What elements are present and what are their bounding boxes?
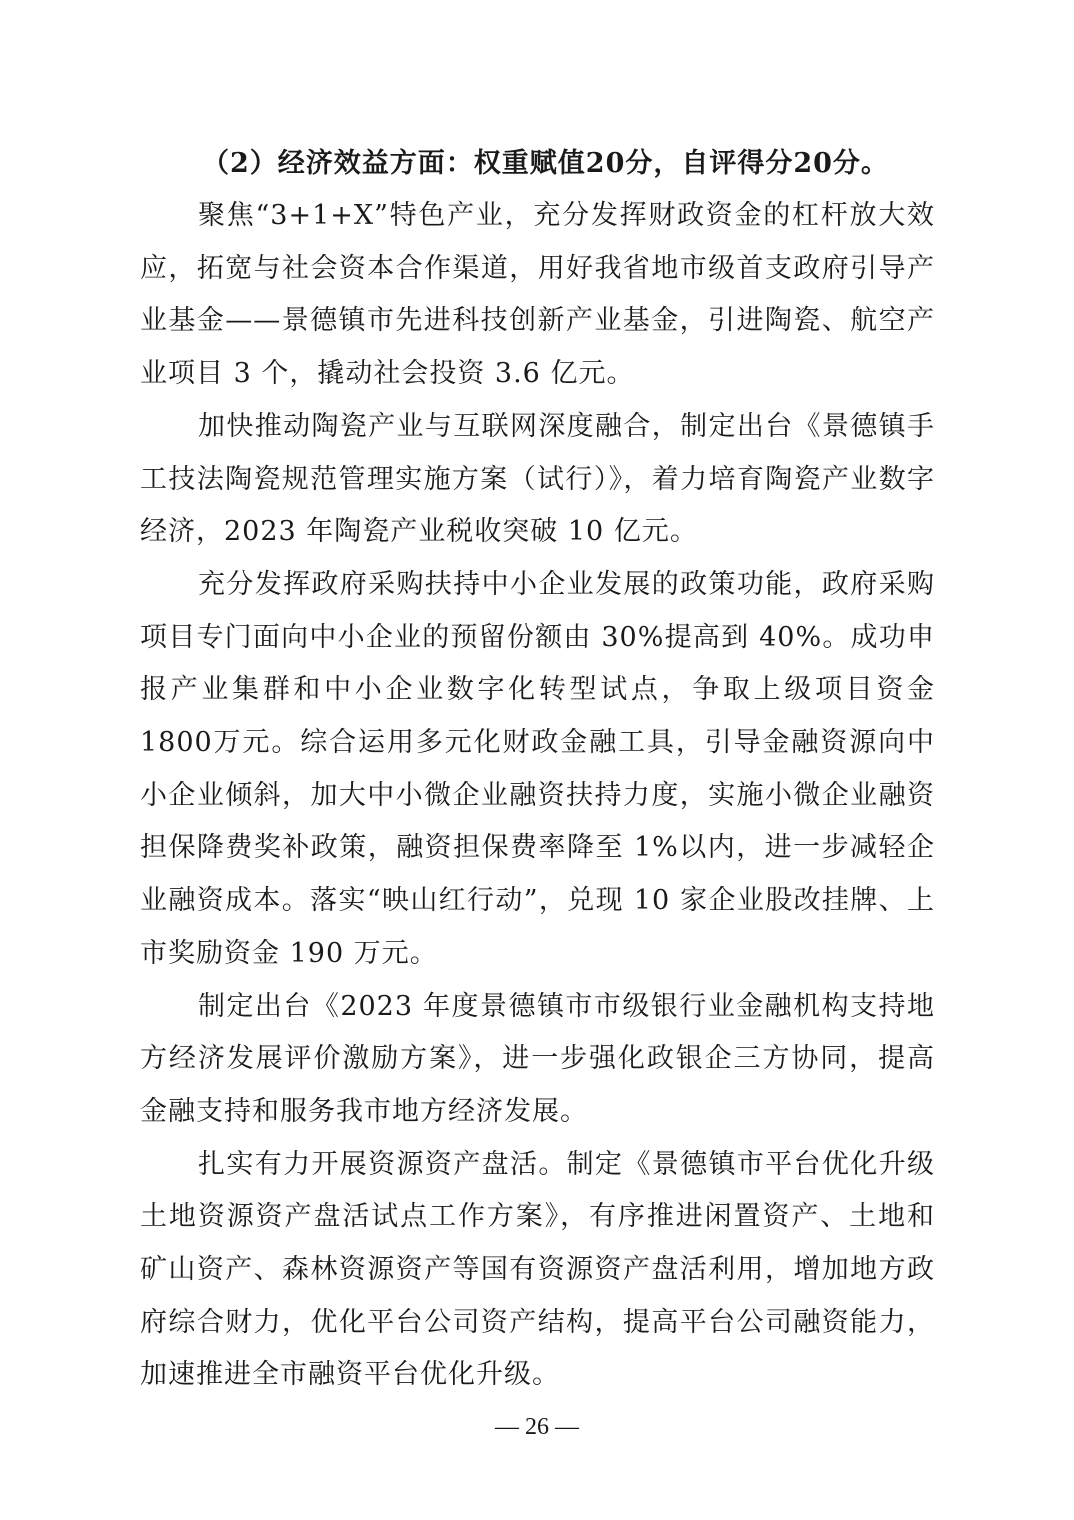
paragraph-government-procurement: 充分发挥政府采购扶持中小企业发展的政策功能，政府采购项目专门面向中小企业的预留份额由 30%提高到 40%。成功申报产业集群和中小企业数字化转型试点，争取上级项目资金 1800万元。综合运用多元化财政金融工具，引导金融资源向中小企业倾斜，加大中小微企业融资扶持力度，实施小微企业融资担保降费奖补政策，融资担保费率降至 1%以内，进一步减轻企业融资成本。落实“映山红行动”，兑现 10 家企业股改挂牌、上市奖励资金 190 万元。: [140, 568, 935, 969]
paragraph-industry-fund: 聚焦“3+1+X”特色产业，充分发挥财政资金的杠杆放大效应，拓宽与社会资本合作渠道，用好我省地市级首支政府引导产业基金——景德镇市先进科技创新产业基金，引进陶瓷、航空产业项目 3 个，撬动社会投资 3.6 亿元。: [140, 200, 935, 390]
paragraph-bank-incentive: 制定出台《2023 年度景德镇市市级银行业金融机构支持地方经济发展评价激励方案》，进一步强化政银企三方协同，提高金融支持和服务我市地方经济发展。: [140, 990, 935, 1127]
page-number: — 26 —: [495, 1414, 579, 1440]
paragraph-ceramics-digital: 加快推动陶瓷产业与互联网深度融合，制定出台《景德镇手工技法陶瓷规范管理实施方案（试行）》，着力培育陶瓷产业数字经济，2023 年陶瓷产业税收突破 10 亿元。: [140, 410, 935, 548]
section-heading: （2）经济效益方面：权重赋值20分，自评得分20分。: [202, 148, 889, 179]
document-body: [140, 138, 935, 1402]
paragraph-asset-revitalization: 扎实有力开展资源资产盘活。制定《景德镇市平台优化升级土地资源资产盘活试点工作方案》，有序推进闲置资产、土地和矿山资产、森林资源资产等国有资源资产盘活利用，增加地方政府综合财力，优化平台公司资产结构，提高平台公司融资能力，加速推进全市融资平台优化升级。: [140, 1148, 935, 1391]
